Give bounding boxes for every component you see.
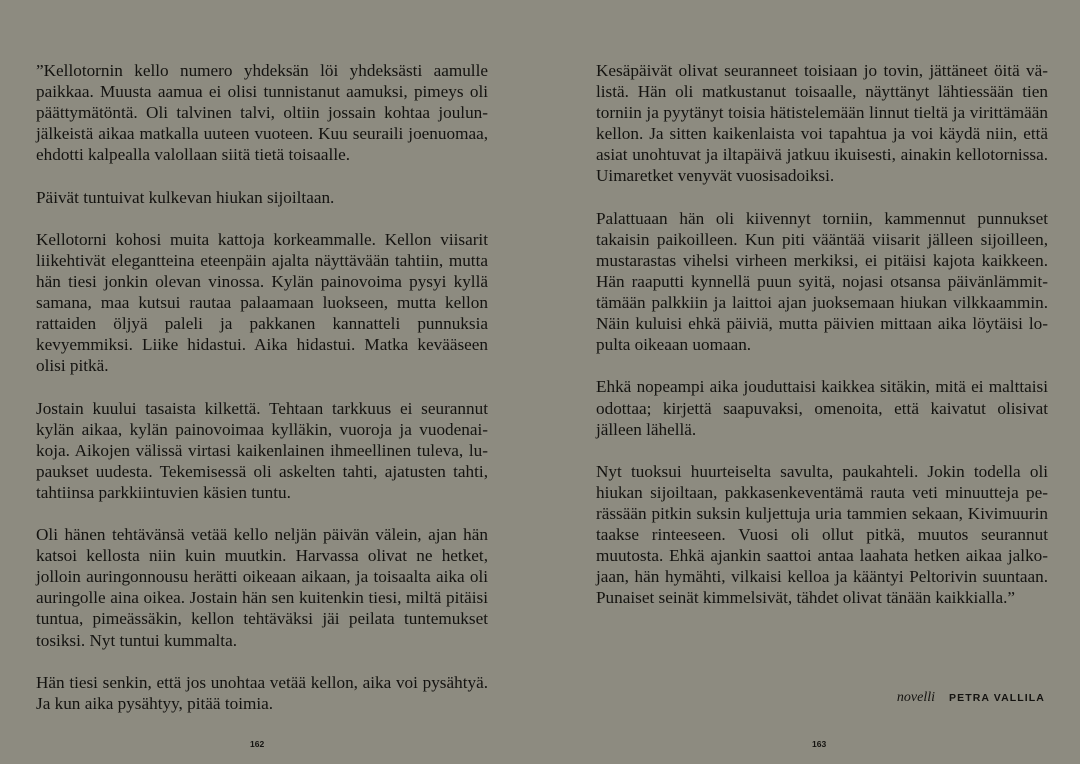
paragraph: Jostain kuului tasaista kilkettä. Tehtaan tarkkuus ei seurannut kylän aikaa, kylän painovoimaa kylläkin, vuoroja ja vuodenaikoja. Aikojen välissä virtasi kaikenlainen ihmeellinen tuleva, lupaukset uudesta. Tekemisessä oli askelten tahti, ajatusten tahti, tahtiinsa parkkiintuvien käsien tuntu. [36, 398, 488, 502]
paragraph: Ehkä nopeampi aika jouduttaisi kaikkea sitäkin, mitä ei malttaisi odottaa; kirjettä saapuvaksi, omenoita, että kaivatut olisivat jälleen lähellä. [596, 377, 1048, 439]
left-text-column [36, 60, 488, 735]
right-page [540, 0, 1080, 764]
section-label: novelli [896, 690, 936, 705]
running-footer [897, 690, 1045, 706]
paragraph: Nyt tuoksui huurteiselta savulta, paukahteli. Jokin todella oli hiukan sijoiltaan, pakkasenkeventämä rauta veti minuutteja perässään pitkin suksin kuljettuja uria tammien sekaan, Kivimuurin taakse rinteeseen. Vuosi oli ollut pitkä, muutos seurannut muutosta. Ehkä ajankin saattoi antaa laahata hetken aikaa jalkojaan, hän hymähti, vilkaisi kelloa ja kääntyi Peltorivin suuntaan. Punaiset seinät kimmelsivät, tähdet olivat tänään kaikkialla.” [596, 461, 1048, 608]
paragraph: Kesäpäivät olivat seuranneet toisiaan jo tovin, jättäneet öitä välistä. Hän oli matkustanut toisaalle, näyttänyt lähtiessään tien torniin ja pyytänyt toisia hätistelemään linnut tieltä ja virittämään kellon. Ja sitten kaikenlaista voi tapahtua ja voi käydä niin, että asiat unohtuvat ja iltapäivä jatkuu ikuisesti, ainakin kellotornissa. Uimaretket venyvät vuosisadoiksi. [596, 61, 1048, 186]
paragraph: Päivät tuntuivat kulkevan hiukan sijoiltaan. [36, 187, 335, 207]
paragraph: Oli hänen tehtävänsä vetää kello neljän päivän välein, ajan hän katsoi kellosta niin kuin muutkin. Harvassa olivat ne hetket, jolloin auringonnousu herätti oikeaan aikaan, ja toisaalta aika oli auringolle aina oikea. Jostain hän sen kuitenkin tiesi, miltä pitäisi tuntua, pimeässäkin, kellon tehtäväksi jäi peilata tuntemukset tosiksi. Nyt tuntui kummalta. [36, 525, 488, 650]
author-name: PETRA VALLILA [949, 692, 1045, 704]
paragraph: Palattuaan hän oli kiivennyt torniin, kammennut punnukset takaisin paikoilleen. Kun piti vääntää viisarit jälleen sijoilleen, mustarastas vihelsi virheen merkiksi, ei pitäisi kajota kaikkeen. Hän raaputti kynnellä puun syitä, nojasi otsansa päivänlämmittämään palkkiin ja laittoi ajan juoksemaan hiukan vilkkaammin. Näin kuluisi ehkä päiviä, mutta päivien mittaan aika löytäisi lopulta oikeaan uomaan. [596, 208, 1048, 355]
page-number: 162 [250, 739, 265, 749]
paragraph: ”Kellotornin kello numero yhdeksän löi yhdeksästi aamulle paikkaa. Muusta aamua ei olisi tunnistanut aamuksi, pimeys oli päättymätöntä. Oli talvinen talvi, oltiin jossain kohtaa joulunjälkeistä aikaa matkalla uuteen vuoteen. Kuu seuraili joenuomaa, ehdotti kalpealla valollaan siitä tietä toisaalle. [36, 61, 488, 165]
paragraph: Kellotorni kohosi muita kattoja korkeammalle. Kellon viisarit liikehtivät elegantteina eteenpäin ajalta näyttävään tahtiin, mutta hän tiesi jonkin olevan vinossa. Kylän painovoima pysyi kyllä samana, maa kutsui rautaa palaamaan luokseen, mutta kellon rattaiden öljyä paleli ja pakkanen kannatteli punnuksia kevyemmiksi. Liike hidastui. Aika hidastui. Matka kevääseen olisi pitkä. [36, 229, 488, 376]
paragraph: Hän tiesi senkin, että jos unohtaa vetää kellon, aika voi pysähtyä. Ja kun aika pysähtyy, pitää toimia. [36, 672, 488, 713]
page-number: 163 [812, 739, 827, 749]
right-text-column [596, 60, 1048, 630]
